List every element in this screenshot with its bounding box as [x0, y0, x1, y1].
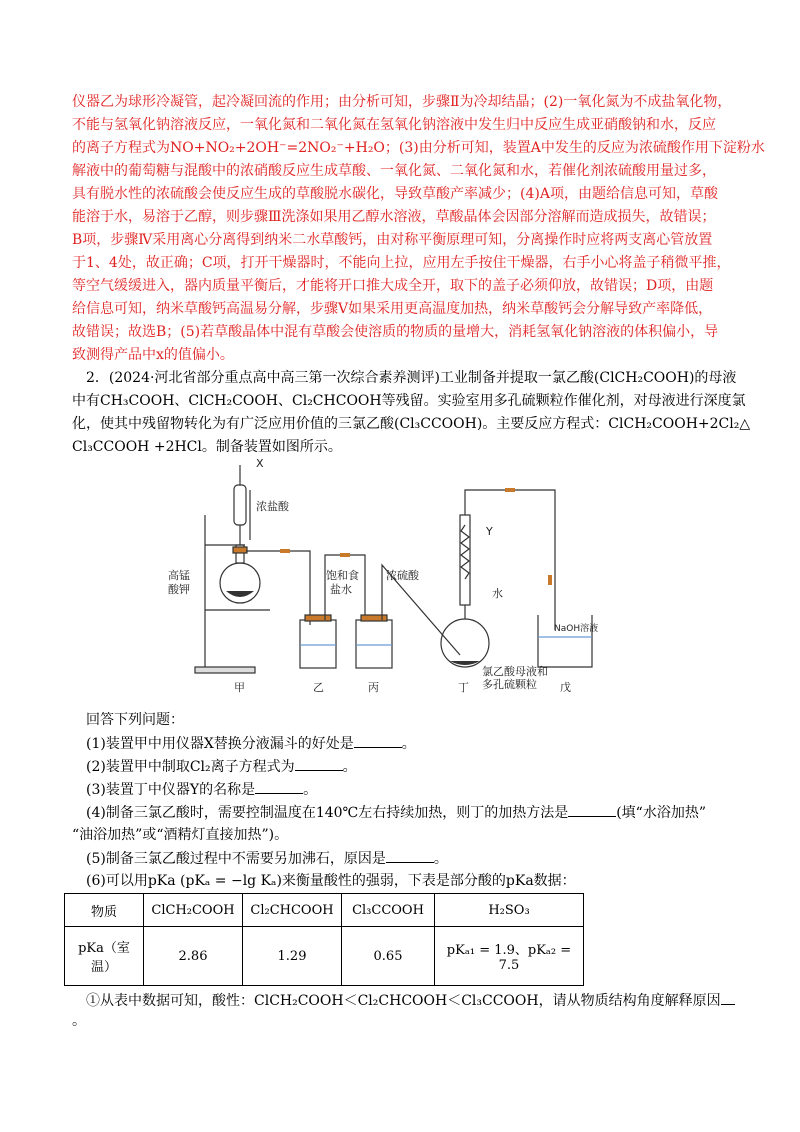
table-header: ClCH₂COOH	[144, 894, 243, 927]
question-6-1-end: 。	[72, 1013, 86, 1029]
explanation-line: 仪器乙为球形冷凝管，起冷凝回流的作用；由分析可知，步骤Ⅱ为冷却结晶；(2)一氧化氮为不成盐氧化物，	[72, 94, 732, 110]
explanation-line: 给信息可知，纳米草酸钙高温易分解，步骤Ⅴ如果采用更高温度加热，纳米草酸钙会分解导致产率降低，	[72, 301, 713, 317]
label-bing: 丙	[368, 681, 379, 694]
label-x: X	[256, 457, 264, 470]
question-6-1: ①从表中数据可知，酸性：ClCH₂COOH＜Cl₂CHCOOH＜Cl₃CCOOH，请从物质结构角度解释原因	[86, 990, 735, 1011]
label-y: Y	[486, 525, 493, 538]
explanation-line: 于1、4处，故正确；C项，打开干燥器时，不能向上拉，应用左手按住干燥器，右手小心将盖子稍微平推，	[72, 255, 731, 271]
answer-blank	[295, 756, 343, 771]
label-naoh: NaOH溶液	[554, 624, 599, 634]
label-kmno4: 酸钾	[168, 583, 190, 596]
sub-question-4-cont: “油浴加热”或“酒精灯直接加热”)。	[72, 827, 289, 843]
intro-line: Cl₃CCOOH +2HCl。制备装置如图所示。	[72, 439, 342, 455]
sub-question-2: (2)装置甲中制取Cl₂离子方程式为 。	[86, 756, 357, 777]
label-yi: 乙	[313, 681, 324, 694]
intro-line: 中有CH₃COOH、ClCH₂COOH、Cl₂CHCOOH等残留。实验室用多孔硫颗粒作催化剂，对母液进行深度氯	[72, 393, 746, 409]
label-nacl: 盐水	[330, 583, 352, 596]
table-cell: 0.65	[342, 927, 435, 986]
table-header: Cl₂CHCOOH	[243, 894, 342, 927]
label-mother: 氯乙酸母液和	[482, 665, 548, 678]
label-mother: 多孔硫颗粒	[482, 678, 537, 691]
row-label: pKa（室 温）	[65, 927, 144, 986]
answer-blank	[568, 802, 616, 817]
answer-blank	[721, 990, 735, 1005]
sub-question-5: (5)制备三氯乙酸过程中不需要另加沸石，原因是 。	[86, 848, 448, 869]
label-jia: 甲	[234, 681, 245, 694]
table-cell: 2.86	[144, 927, 243, 986]
pka-table	[64, 893, 584, 986]
sub-question-4: (4)制备三氯乙酸时，需要控制温度在140℃左右持续加热，则丁的加热方法是 (填“水浴加热”	[86, 802, 706, 823]
answer-blank	[255, 779, 303, 794]
label-h2so4: 浓硫酸	[386, 569, 419, 582]
table-row	[65, 927, 584, 986]
explanation-line: 能溶于水，易溶于乙醇，则步骤Ⅲ洗涤如果用乙醇水溶液，草酸晶体会因部分溶解而造成损失，故错误；	[72, 209, 716, 225]
answer-blank	[354, 733, 402, 748]
explanation-line: 致测得产品中x的值偏小。	[72, 347, 234, 363]
label-hcl: 浓盐酸	[256, 500, 289, 513]
explanation-line: 等空气缓缓进入，器内质量平衡后，才能将开口推大成全开，取下的盖子必须仰放，故错误；D项，由题	[72, 278, 714, 294]
explanation-line: 解液中的葡萄糖与混酸中的浓硝酸反应生成草酸、一氧化氮、二氧化氮和水，若催化剂浓硫酸用量过多，	[72, 163, 716, 179]
table-cell: 1.29	[243, 927, 342, 986]
answer-blank	[386, 848, 434, 863]
table-header-row	[65, 894, 584, 927]
explanation-line: 的离子方程式为NO+NO₂+2OH⁻=2NO₂⁻+H₂O；(3)由分析可知，装置A中发生的反应为浓硫酸作用下淀粉水	[72, 140, 765, 156]
explanation-line: B项，步骤Ⅳ采用离心分离得到纳米二水草酸钙，由对称平衡原理可知，分离操作时应将两支离心管放置	[72, 232, 713, 248]
table-cell: pKₐ₁ = 1.9、pKₐ₂ = 7.5	[435, 927, 584, 986]
table-header: H₂SO₃	[435, 894, 584, 927]
sub-question-3: (3)装置丁中仪器Y的名称是 。	[86, 779, 317, 800]
prompt: 回答下列问题：	[86, 712, 184, 728]
apparatus-diagram	[160, 455, 600, 695]
intro-line: 化，使其中残留物转化为有广泛应用价值的三氯乙酸(Cl₃CCOOH)。主要反应方程式：ClCH₂COOH+2Cl₂△	[72, 416, 751, 432]
explanation-line: 不能与氢氧化钠溶液反应，一氧化氮和二氧化氮在氢氧化钠溶液中发生归中反应生成亚硝酸钠和水，反应	[72, 117, 716, 133]
sub-question-1: (1)装置甲中用仪器X替换分液漏斗的好处是 。	[86, 733, 416, 754]
intro-line: 2．(2024·河北省部分重点高中高三第一次综合素养测评)工业制备并提取一氯乙酸(ClCH₂COOH)的母液	[86, 370, 737, 386]
table-header: 物质	[65, 894, 144, 927]
label-wu: 戊	[560, 681, 571, 694]
explanation-line: 具有脱水性的浓硫酸会使反应生成的草酸脱水碳化，导致草酸产率减少；(4)A项，由题给信息可知，草酸	[72, 186, 718, 202]
label-nacl: 饱和食	[326, 569, 359, 582]
label-kmno4: 高锰	[168, 569, 190, 582]
explanation-line: 故错误；故选B；(5)若草酸晶体中混有草酸会使溶质的物质的量增大，消耗氢氧化钠溶液的体积偏小，导	[72, 324, 719, 340]
label-ding: 丁	[458, 681, 469, 694]
table-header: Cl₃CCOOH	[342, 894, 435, 927]
label-water: 水	[492, 587, 503, 600]
sub-question-6: (6)可以用pKa (pKₐ = −lg Kₐ)来衡量酸性的强弱，下表是部分酸的pKa数据：	[86, 873, 576, 889]
